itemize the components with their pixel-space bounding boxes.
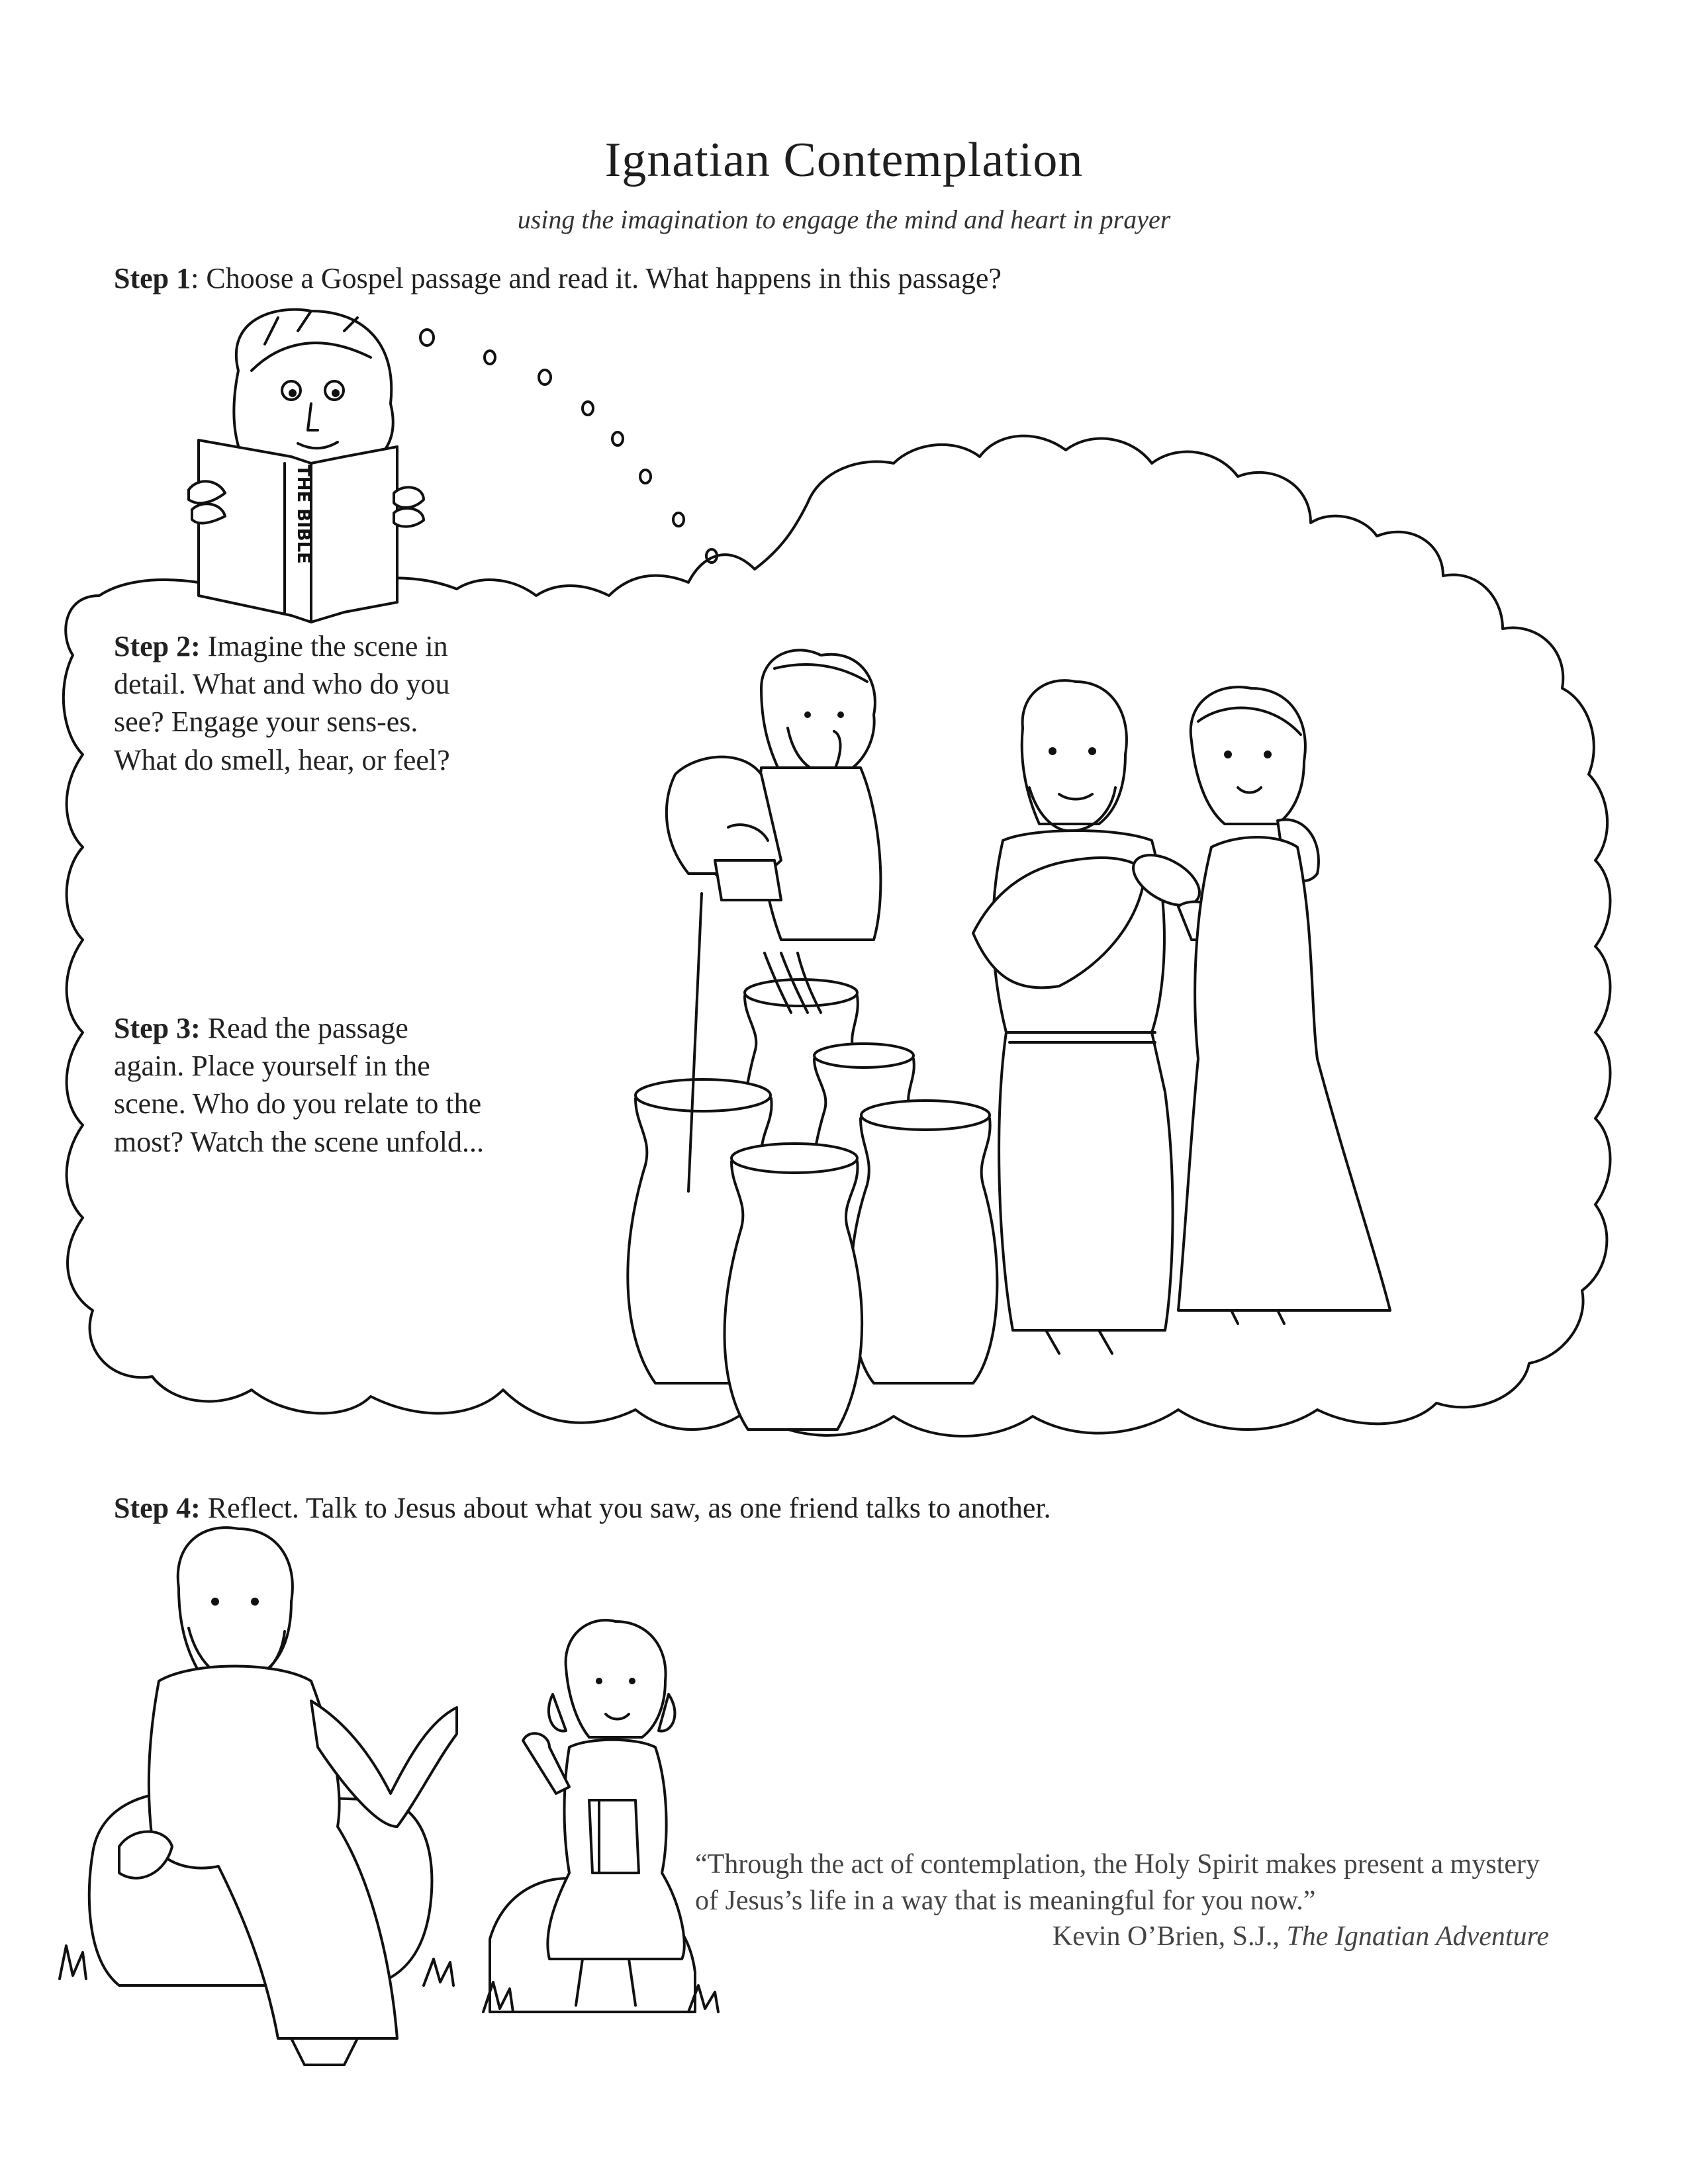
bible-spine-text: THE BIBLE xyxy=(293,465,313,564)
step-2-body: Imagine the scene in detail. What and who do you see? Engage your sens-es. What do smell, hear, or feel? xyxy=(114,630,450,776)
step-4-text xyxy=(114,1489,1636,1527)
page-subtitle: using the imagination to engage the mind and heart in prayer xyxy=(517,205,1171,234)
thought-bubbles xyxy=(420,330,717,563)
step-1-separator: : xyxy=(191,262,199,295)
woman-figure xyxy=(1178,687,1390,1324)
child-figure xyxy=(490,1620,695,2012)
reader-figure xyxy=(189,310,424,622)
step-3-label: Step 3: xyxy=(114,1012,201,1044)
step-1-body: Choose a Gospel passage and read it. What happens in this passage? xyxy=(199,262,1002,295)
step-3-body: Read the passage again. Place yourself in the scene. Who do you relate to the most? Watch the scene unfold... xyxy=(114,1012,484,1158)
step-4-label: Step 4: xyxy=(114,1492,201,1524)
jesus-figure-seated xyxy=(89,1527,457,2065)
step-2-text xyxy=(114,627,485,779)
step-1-label: Step 1 xyxy=(114,262,191,295)
quote-author: Kevin O’Brien, S.J., xyxy=(1052,1921,1287,1952)
step-4-body: Reflect. Talk to Jesus about what you saw, as one friend talks to another. xyxy=(200,1492,1051,1524)
water-jars xyxy=(628,953,997,1430)
quote-source: The Ignatian Adventure xyxy=(1286,1921,1549,1952)
quote-attribution xyxy=(695,1921,1549,1952)
quote-text: “Through the act of contemplation, the Holy Spirit makes present a mystery of Jesus’s life in a way that is meaningful for you now.” xyxy=(695,1849,1540,1916)
step-3-text xyxy=(114,1009,485,1161)
page-title: Ignatian Contemplation xyxy=(604,133,1084,187)
jesus-figure-scene xyxy=(973,680,1211,1353)
step-1-text xyxy=(114,259,1636,297)
step-2-label: Step 2: xyxy=(114,630,201,662)
